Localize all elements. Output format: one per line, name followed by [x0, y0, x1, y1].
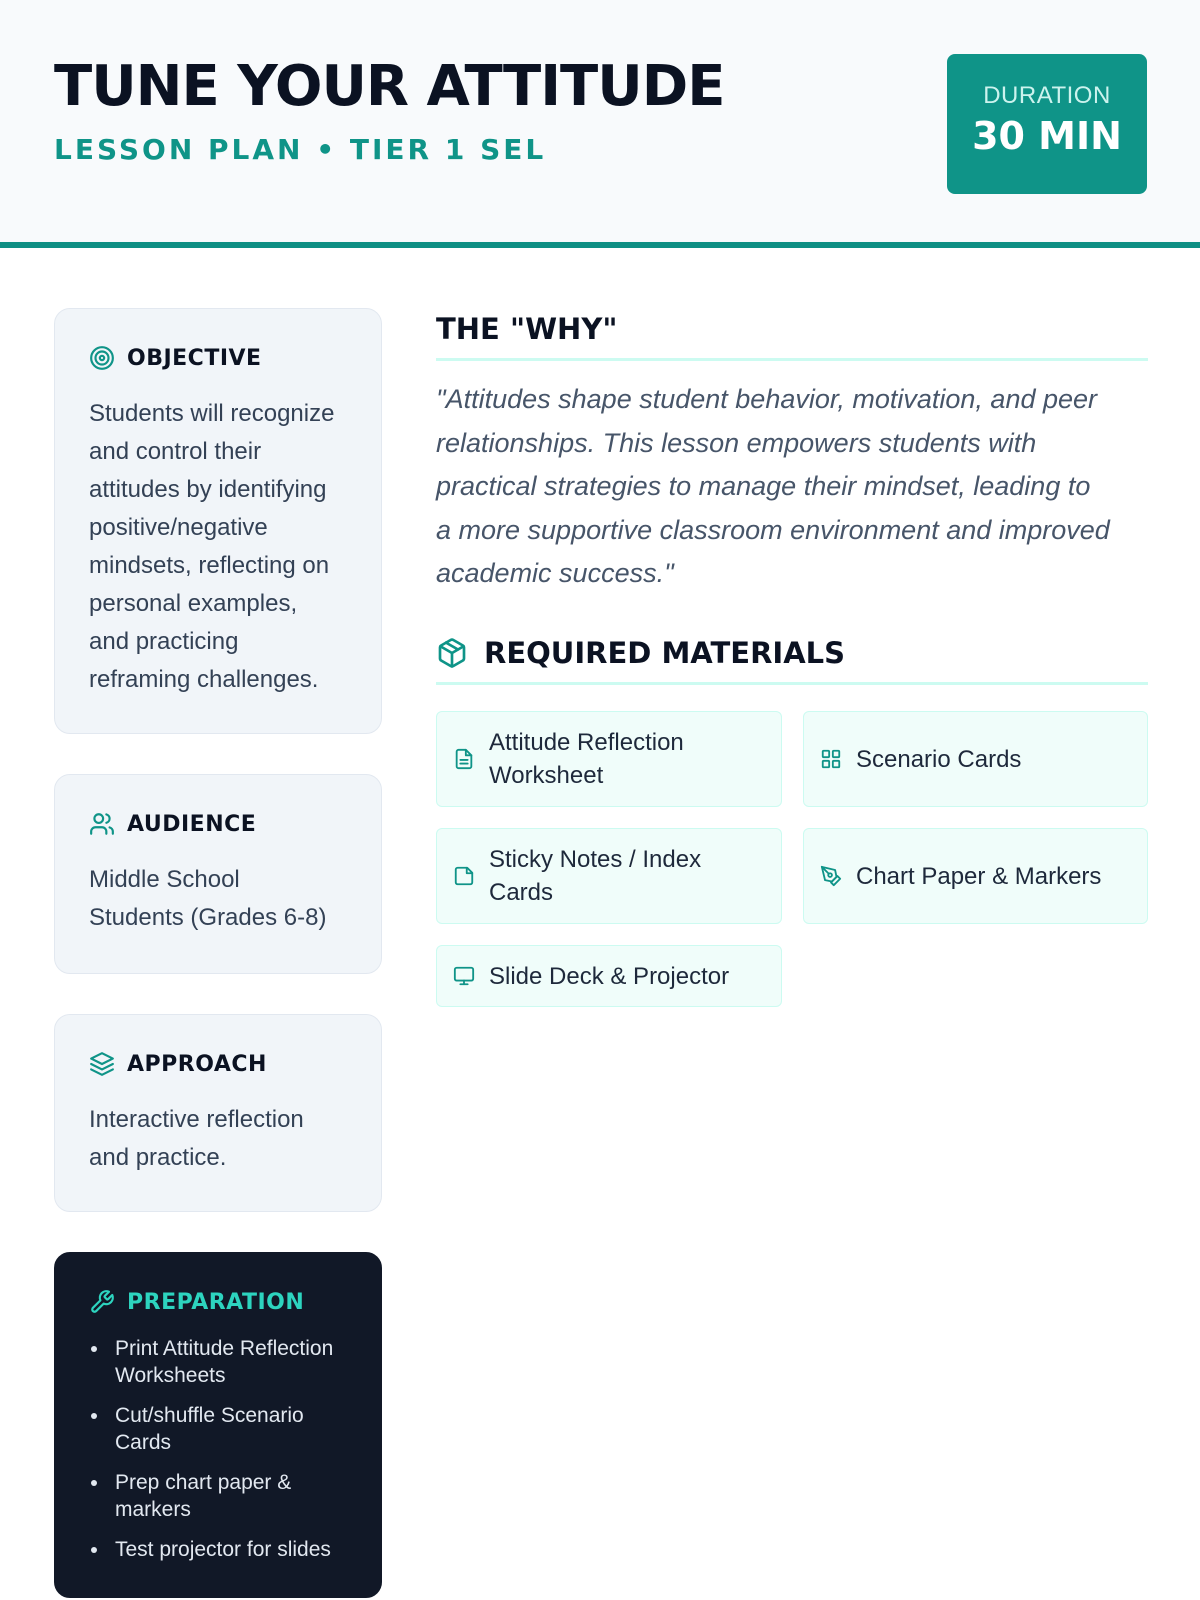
why-quote — [436, 378, 1156, 596]
sticky-note-icon — [453, 865, 475, 887]
duration-label: DURATION — [983, 82, 1111, 109]
material-label — [489, 726, 684, 792]
layers-icon — [89, 1051, 115, 1077]
material-item-scenario-cards — [803, 711, 1148, 807]
approach-heading-row — [89, 1049, 347, 1079]
audience-heading: AUDIENCE — [127, 811, 257, 837]
preparation-item-line: Test projector for slides — [115, 1538, 331, 1561]
preparation-item-line: Prep chart paper & — [115, 1471, 292, 1494]
why-quote-line: a more supportive classroom environment and improved — [436, 514, 1110, 545]
approach-card — [54, 1014, 382, 1212]
approach-text — [89, 1101, 347, 1177]
why-quote-line: relationships. This lesson empowers students with — [436, 427, 1037, 458]
lesson-title: TUNE YOUR ATTITUDE — [54, 54, 725, 119]
audience-line: Students (Grades 6-8) — [89, 904, 327, 931]
grid-icon — [820, 748, 842, 770]
preparation-list — [89, 1335, 347, 1563]
package-icon — [436, 637, 468, 669]
audience-heading-row — [89, 809, 347, 839]
objective-heading: OBJECTIVE — [127, 345, 262, 371]
why-quote-line: practical strategies to manage their mindset, leading to — [436, 471, 1091, 501]
approach-heading: APPROACH — [127, 1051, 267, 1077]
objective-heading-row — [89, 343, 347, 373]
preparation-item-line: Cut/shuffle Scenario — [115, 1404, 304, 1427]
audience-line: Middle School — [89, 866, 240, 893]
objective-text — [89, 395, 347, 699]
preparation-item — [89, 1402, 347, 1456]
lesson-header — [0, 0, 1200, 248]
material-item-worksheet — [436, 711, 782, 807]
material-label-line: Cards — [489, 879, 554, 906]
preparation-item-line: markers — [115, 1498, 191, 1521]
why-heading: THE "WHY" — [436, 312, 1148, 361]
material-item-sticky-notes — [436, 828, 782, 924]
lesson-subtitle: LESSON PLAN • TIER 1 SEL — [54, 133, 547, 166]
monitor-icon — [453, 965, 475, 987]
materials-heading: REQUIRED MATERIALS — [484, 636, 846, 670]
objective-line: Students will recognize — [89, 400, 335, 427]
duration-badge — [947, 54, 1147, 194]
material-item-slide-deck — [436, 945, 782, 1007]
users-icon — [89, 811, 115, 837]
material-label: Chart Paper & Markers — [856, 862, 1102, 890]
objective-card — [54, 308, 382, 734]
objective-line: and control their — [89, 438, 262, 465]
material-label: Scenario Cards — [856, 745, 1022, 773]
objective-line: personal examples, — [89, 590, 298, 617]
preparation-heading: PREPARATION — [127, 1289, 305, 1315]
why-quote-line: "Attitudes shape student behavior, motivation, and peer — [436, 384, 1098, 414]
material-label-line: Attitude Reflection — [489, 729, 684, 756]
material-label-line: Sticky Notes / Index — [489, 846, 702, 873]
objective-line: reframing challenges. — [89, 666, 319, 693]
pen-tool-icon — [820, 865, 842, 887]
duration-value: 30 MIN — [972, 114, 1122, 158]
file-text-icon — [453, 748, 475, 770]
material-label — [489, 843, 701, 909]
preparation-card — [54, 1252, 382, 1598]
preparation-item — [89, 1335, 347, 1389]
preparation-item — [89, 1469, 347, 1523]
objective-line: and practicing — [89, 628, 239, 655]
preparation-item-line: Worksheets — [115, 1364, 226, 1387]
objective-line: mindsets, reflecting on — [89, 552, 330, 579]
audience-text — [89, 861, 347, 937]
audience-card — [54, 774, 382, 974]
objective-line: positive/negative — [89, 514, 268, 541]
objective-line: attitudes by identifying — [89, 476, 327, 503]
material-label-line: Worksheet — [489, 762, 604, 789]
material-item-chart-paper — [803, 828, 1148, 924]
wrench-icon — [89, 1289, 115, 1315]
approach-line: Interactive reflection — [89, 1106, 304, 1133]
why-quote-line: academic success." — [436, 558, 674, 588]
approach-line: and practice. — [89, 1144, 227, 1171]
preparation-item-line: Cards — [115, 1431, 172, 1454]
preparation-heading-row — [89, 1287, 347, 1317]
materials-heading-row — [436, 636, 1148, 685]
preparation-item — [89, 1536, 347, 1563]
material-label: Slide Deck & Projector — [489, 962, 730, 990]
target-icon — [89, 345, 115, 371]
preparation-item-line: Print Attitude Reflection — [115, 1337, 334, 1360]
